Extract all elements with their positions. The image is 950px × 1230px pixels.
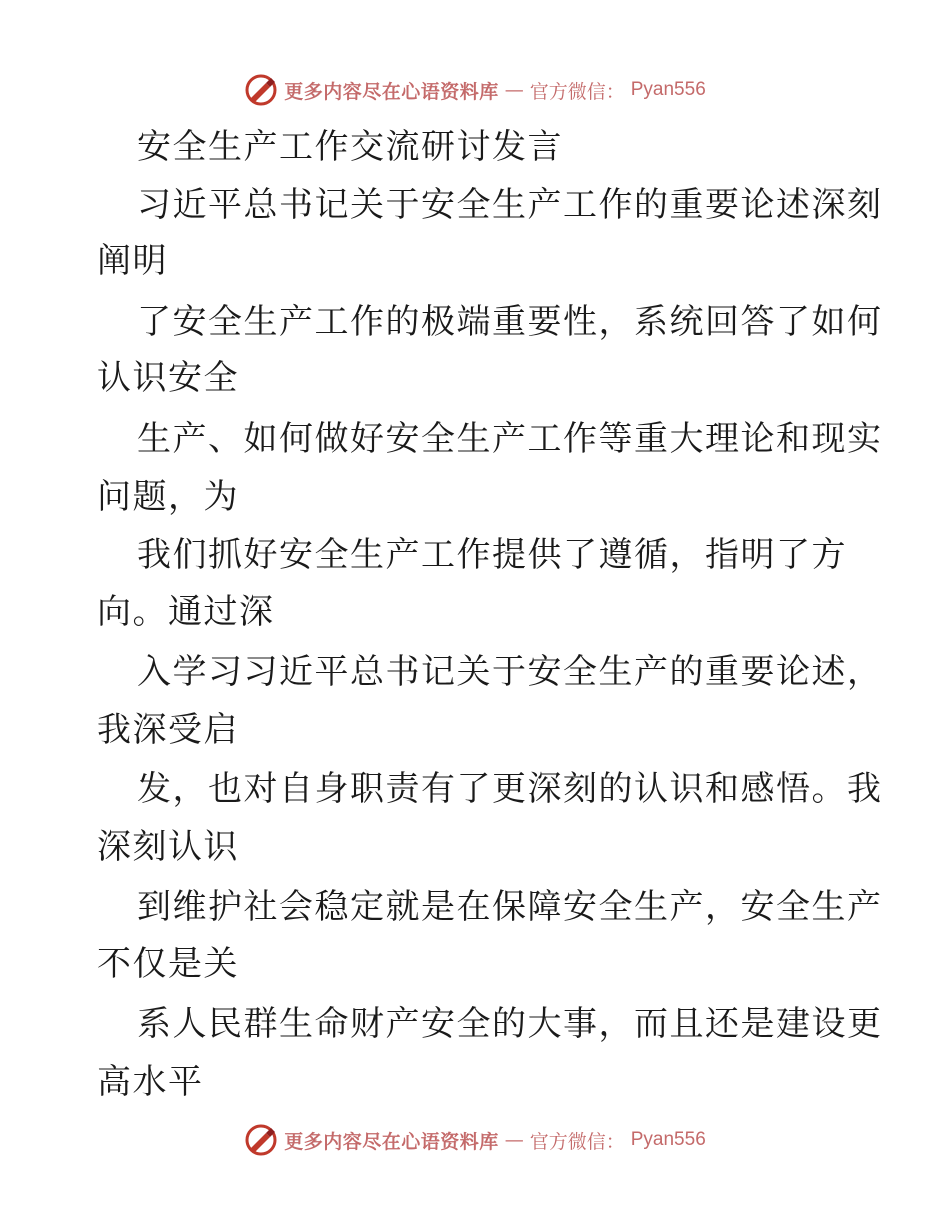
banner-wechat-id: Pyan556 [630, 1129, 706, 1150]
paragraph-line: 向。通过深 [97, 592, 275, 632]
paragraph-line: 不仅是关 [97, 944, 239, 984]
paragraph-line: 我们抓好安全生产工作提供了遵循，指明了方 [137, 535, 847, 575]
paragraph-line: 到维护社会稳定就是在保障安全生产，安全生产 [137, 887, 883, 927]
banner-wechat-label: 官方微信： [529, 80, 625, 103]
paragraph-line: 发，也对自身职责有了更深刻的认识和感悟。我 [137, 769, 883, 809]
banner-site-name: 更多内容尽在心语资料库 [284, 80, 499, 103]
banner-dash: — [504, 79, 524, 101]
paragraph-line: 问题，为 [97, 477, 239, 517]
pen-logo-icon [244, 1123, 278, 1157]
banner-dash: — [504, 1129, 524, 1151]
document-title: 安全生产工作交流研讨发言 [137, 127, 563, 167]
paragraph-line: 生产、如何做好安全生产工作等重大理论和现实 [137, 419, 883, 459]
footer-watermark-banner [0, 1120, 950, 1160]
paragraph-line: 高水平 [97, 1062, 204, 1102]
paragraph-line: 深刻认识 [97, 827, 239, 867]
paragraph-line: 习近平总书记关于安全生产工作的重要论述深刻 [137, 185, 883, 225]
paragraph-line: 认识安全 [97, 358, 239, 398]
banner-site-name: 更多内容尽在心语资料库 [284, 1130, 499, 1153]
header-watermark-banner [0, 70, 950, 110]
paragraph-line: 入学习习近平总书记关于安全生产的重要论述， [137, 652, 883, 692]
banner-wechat-id: Pyan556 [630, 79, 706, 100]
paragraph-line: 系人民群生命财产安全的大事，而且还是建设更 [137, 1004, 883, 1044]
paragraph-line: 阐明 [97, 241, 168, 281]
pen-logo-icon [244, 73, 278, 107]
banner-wechat-label: 官方微信： [529, 1130, 625, 1153]
paragraph-line: 了安全生产工作的极端重要性，系统回答了如何 [137, 302, 883, 342]
paragraph-line: 我深受启 [97, 710, 239, 750]
